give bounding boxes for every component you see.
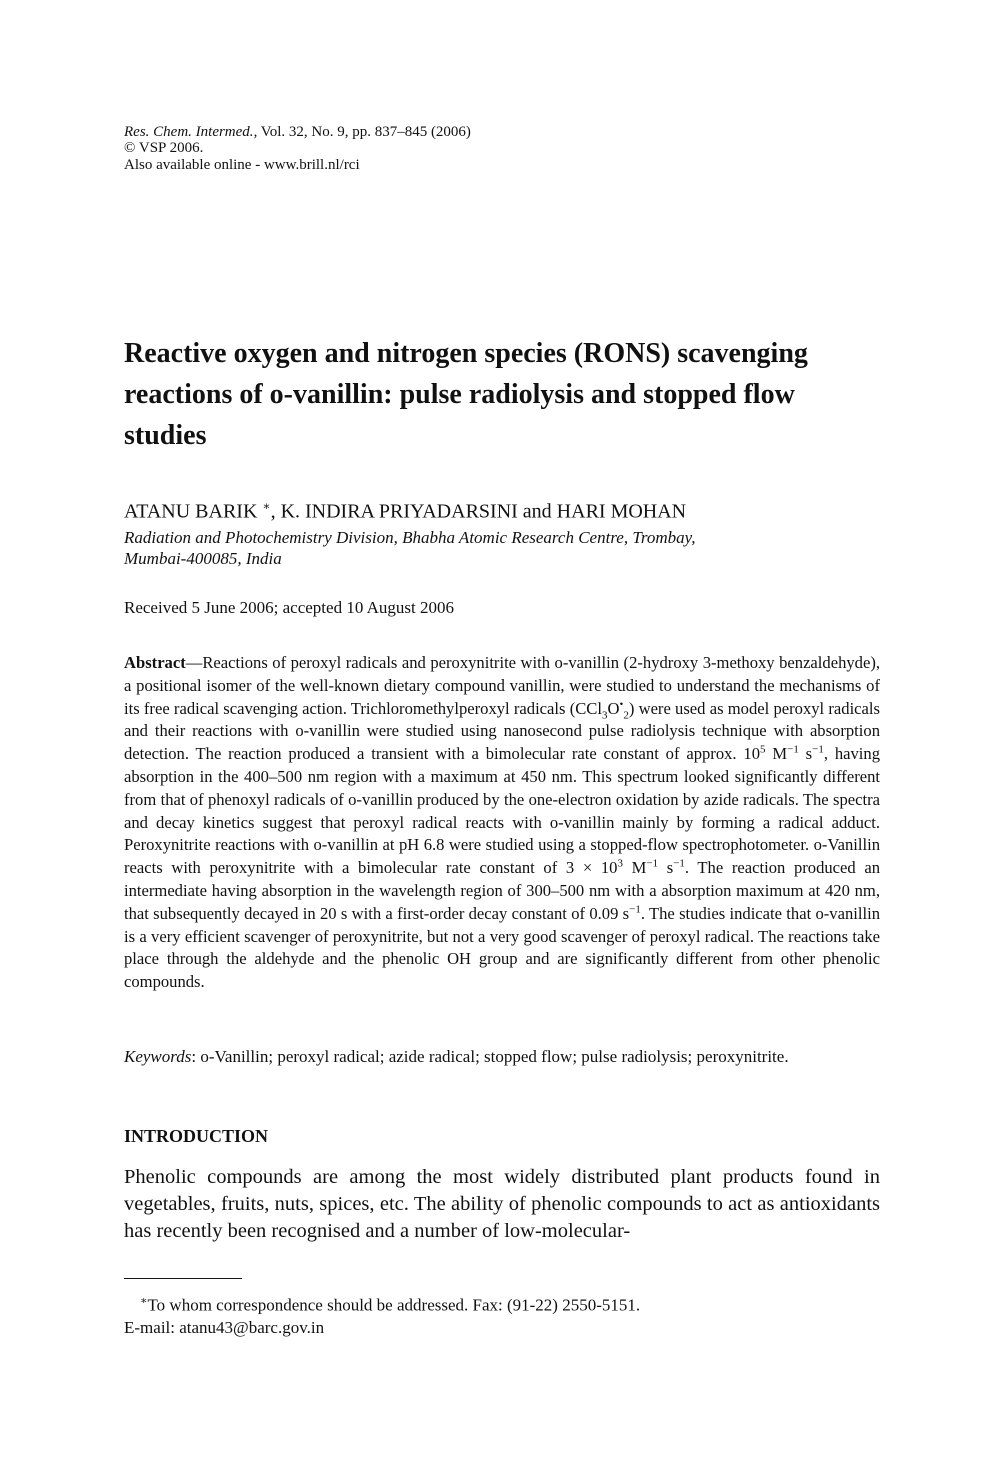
corresponding-author-mark: ∗ bbox=[262, 499, 271, 513]
abstract-superscript: −1 bbox=[646, 857, 659, 870]
introduction-paragraph: Phenolic compounds are among the most widely distributed plant products found in vegetables, fruits, nuts, spices, etc. The ability of phenolic compounds to act as antioxidants has recently been recognised and a number of low-molecular- bbox=[124, 1166, 880, 1242]
abstract-text: M bbox=[622, 858, 647, 878]
abstract-superscript: −1 bbox=[787, 743, 799, 756]
abstract-text: O bbox=[607, 698, 620, 718]
radical-dot: • bbox=[619, 698, 624, 711]
abstract-subscript: 3 bbox=[601, 708, 608, 721]
affiliation-line-1: Radiation and Photochemistry Division, Bhabha Atomic Research Centre, Trombay, bbox=[124, 528, 696, 547]
abstract-text: , having absorption in the 400–500 nm region with a maximum at 450 nm. This spectrum looked significantly different from that of phenoxyl radicals of o-vanillin produced by the one-electron oxidation by azide radicals. The spectra and decay kinetics suggest that peroxyl radical reacts with o-vanillin mainly by forming a radical adduct. Peroxynitrite reactions with o-vanillin at pH 6.8 were studied using a stopped-flow spectrophotometer. o-Vanillin reacts with peroxynitrite with a bimolecular rate constant of 3 × 10 bbox=[124, 744, 881, 878]
abstract-text: s bbox=[658, 858, 674, 878]
keywords-text: : o-Vanillin; peroxyl radical; azide radical; stopped flow; pulse radiolysis; peroxynitrite. bbox=[191, 1047, 789, 1066]
footnote bbox=[124, 1290, 880, 1339]
online-availability: Also available online - www.brill.nl/rci bbox=[124, 157, 360, 173]
abstract-superscript: −1 bbox=[629, 903, 641, 916]
abstract-text: . The reaction produced an intermediate having absorption in the wavelength region of 300–500 nm with a absorption maximum at 420 nm, that subsequently decayed in 20 s with a first-order decay constant of 0.09 s bbox=[124, 858, 881, 923]
footnote-mark: ∗ bbox=[140, 1295, 148, 1307]
keywords bbox=[124, 1046, 880, 1067]
section-heading-introduction: INTRODUCTION bbox=[124, 1126, 269, 1146]
footnote-line-1 bbox=[124, 1290, 880, 1317]
abstract-label: Abstract bbox=[124, 653, 186, 672]
abstract-text: s bbox=[798, 744, 813, 764]
abstract-text: ) were used as model peroxyl radicals and their reactions with o-vanillin were studied using nanosecond pulse radiolysis technique with absorption detection. The reaction produced a transient with a bimolecular rate constant of approx. 10 bbox=[124, 698, 880, 764]
abstract-subscript: 2 bbox=[623, 708, 629, 721]
journal-volume: , Vol. 32, No. 9, pp. 837–845 (2006) bbox=[253, 124, 471, 140]
keywords-label: Keywords bbox=[124, 1047, 192, 1066]
journal-citation bbox=[124, 124, 471, 141]
abstract-superscript: −1 bbox=[673, 857, 685, 870]
abstract-superscript: 3 bbox=[617, 857, 623, 870]
abstract-superscript: −1 bbox=[812, 743, 824, 756]
received-dates: Received 5 June 2006; accepted 10 August 2006 bbox=[124, 598, 455, 617]
abstract-text: . The studies indicate that o-vanillin is a very efficient scavenger of peroxynitrite, but not a very good scavenger of peroxyl radical. The reactions take place through the aldehyde and the phenolic OH group and are significantly different from other phenolic compounds. bbox=[124, 903, 881, 992]
abstract-superscript: 5 bbox=[760, 743, 766, 756]
copyright-line: © VSP 2006. bbox=[124, 140, 204, 156]
journal-name: Res. Chem. Intermed. bbox=[124, 124, 254, 140]
author-rest: , K. INDIRA PRIYADARSINI and HARI MOHAN bbox=[270, 500, 687, 523]
paper-title: Reactive oxygen and nitrogen species (RONS) scavenging reactions of o-vanillin: pulse radiolysis and stopped flow studies bbox=[124, 338, 808, 451]
affiliation-line-2: Mumbai-400085, India bbox=[124, 549, 282, 568]
author-first: ATANU BARIK bbox=[124, 500, 258, 523]
abstract-text: M bbox=[765, 744, 788, 764]
footnote-divider bbox=[124, 1278, 242, 1279]
footnote-email: E-mail: atanu43@barc.gov.in bbox=[124, 1317, 325, 1337]
affiliation bbox=[124, 527, 880, 569]
author-list bbox=[124, 494, 686, 524]
footnote-correspondence: To whom correspondence should be addressed. Fax: (91-22) 2550-5151. bbox=[147, 1295, 641, 1315]
abstract-text: —Reactions of peroxyl radicals and peroxynitrite with o-vanillin (2-hydroxy 3-methoxy benzaldehyde), a positional isomer of the well-known dietary compound vanillin, were studied to understand the mechanisms of its free radical scavenging action. Trichloromethylperoxyl radicals (CCl bbox=[124, 653, 880, 718]
abstract bbox=[124, 652, 880, 994]
